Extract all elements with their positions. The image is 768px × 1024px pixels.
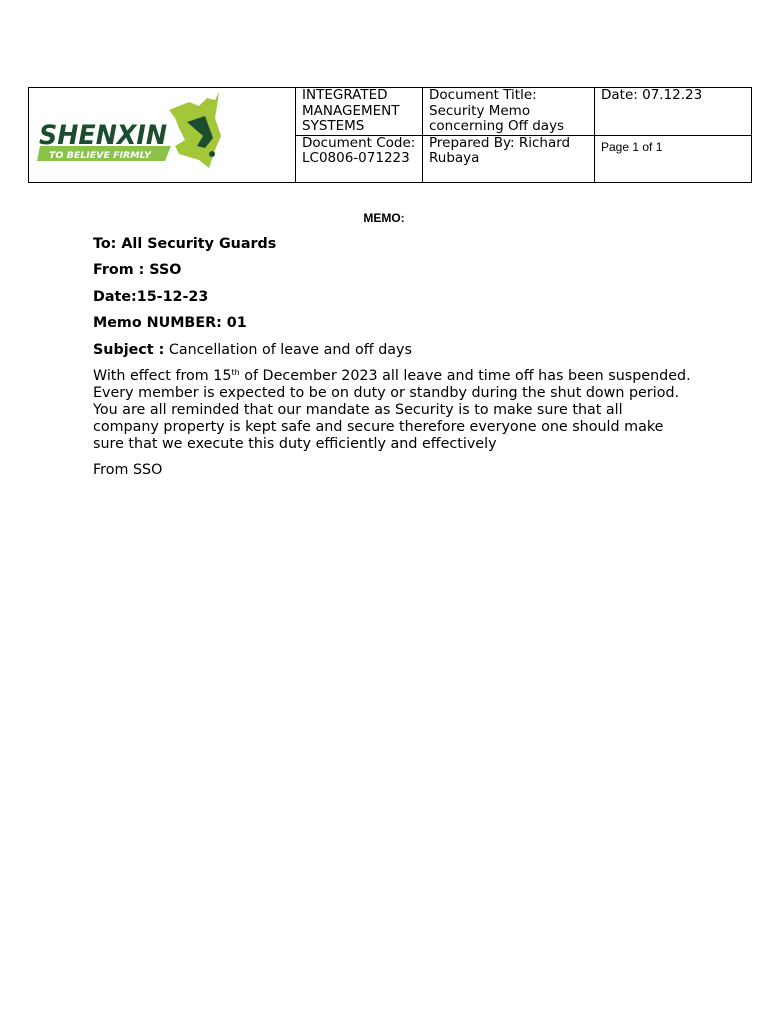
logo-brand-text: SHENXIN [39, 120, 168, 152]
memo-from: From : SSO [93, 262, 182, 279]
page-info: Page 1 of 1 [601, 139, 663, 154]
system-name: INTEGRATED MANAGEMENT SYSTEMS [302, 87, 400, 134]
prepared-by-cell [423, 135, 595, 182]
document-header-table [28, 87, 752, 183]
memo-sign-off: From SSO [93, 462, 163, 479]
date-cell [595, 88, 752, 136]
body-superscript: th [231, 368, 240, 378]
document-code: Document Code: LC0806-071223 [302, 134, 416, 166]
system-name-cell [296, 88, 423, 136]
company-logo [29, 88, 295, 181]
memo-to: To: All Security Guards [93, 236, 277, 252]
memo-number: Memo NUMBER: 01 [93, 315, 247, 332]
memo-subject [93, 342, 693, 359]
subject-text: Cancellation of leave and off days [164, 341, 412, 358]
excavator-wheel-icon [209, 151, 215, 157]
document-title: Document Title: Security Memo concerning Off days [429, 87, 565, 134]
document-date: Date: 07.12.23 [601, 87, 703, 103]
page-info-cell [595, 135, 752, 182]
memo-heading: MEMO: [363, 211, 405, 225]
body-rest: of December 2023 all leave and time off has been suspended. Every member is expected to be on duty or standby during the shut down period. You are all reminded that our mandate as Security is to make sure that all company property is kept safe and secure therefore everyone one should make sure that we execute this duty efficiently and effectively [93, 368, 691, 452]
subject-label: Subject : [93, 341, 165, 358]
body-prefix: With effect from 15 [93, 368, 232, 385]
shenxin-logo-graphic [29, 88, 295, 181]
memo-date: Date:15-12-23 [93, 288, 209, 305]
logo-tagline-text: TO BELIEVE FIRMLY [49, 151, 153, 162]
memo-body-paragraph [93, 368, 693, 452]
document-code-cell [296, 135, 423, 182]
prepared-by: Prepared By: Richard Rubaya [429, 134, 571, 166]
memo-body [93, 236, 693, 489]
document-title-cell [423, 88, 595, 136]
logo-cell [29, 88, 296, 183]
